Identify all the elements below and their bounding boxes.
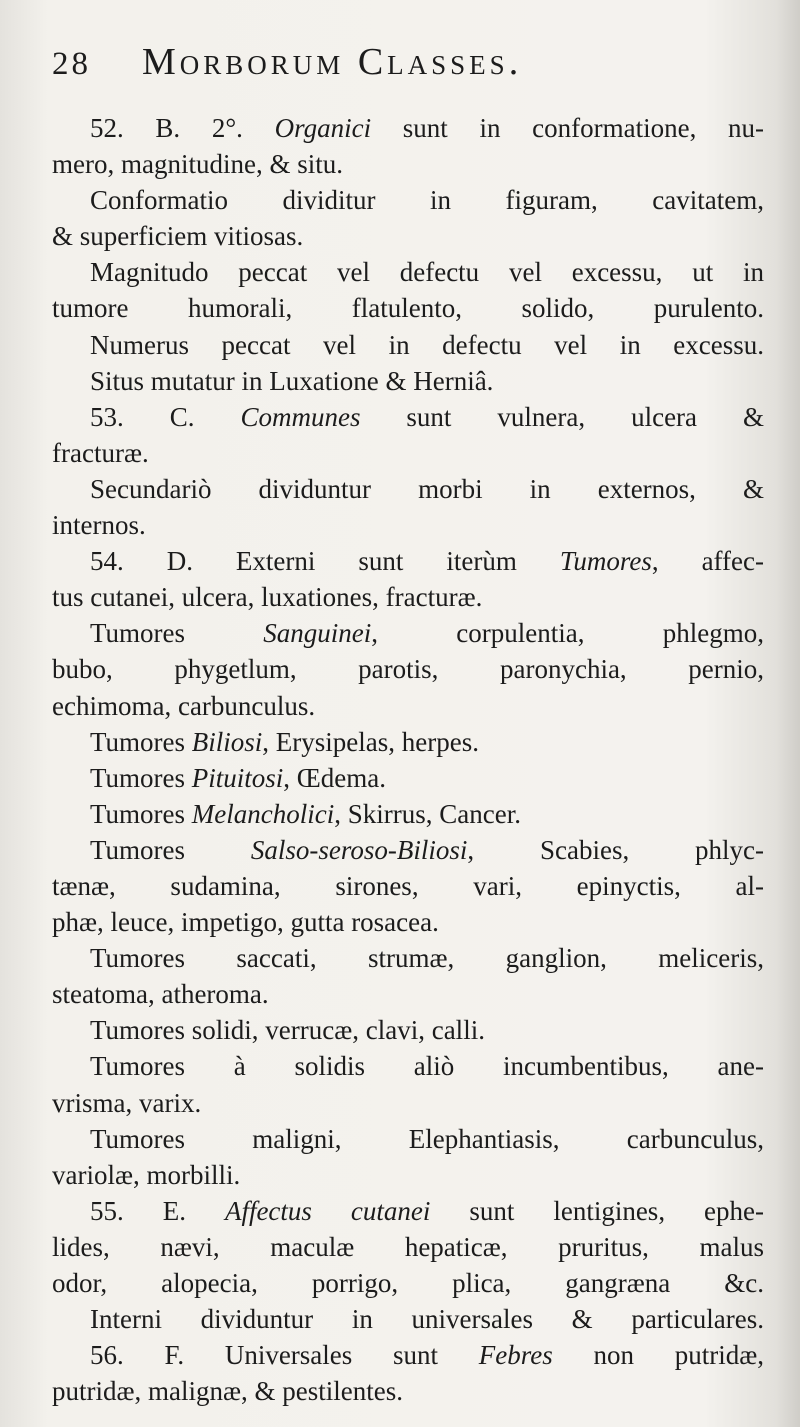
text-segment: Tumores solidi, verrucæ, clavi, calli. [90,1015,485,1046]
text-segment: , Œdema. [283,762,387,793]
text-segment: mero, magnitudine, & situ. [52,149,343,180]
text-line [52,615,764,651]
text-segment: lides, nævi, maculæ hepaticæ, pruritus, malus [52,1231,764,1262]
text-line [52,832,764,868]
text-line [52,1085,764,1121]
text-segment: bubo, phygetlum, parotis, paronychia, pernio, [52,654,764,685]
italic-term: Communes [240,401,361,432]
page-number: 28 [52,46,91,82]
italic-term: Tumores [559,546,652,577]
text-line [52,760,764,796]
text-segment: tænæ, sudamina, sirones, vari, epinyctis, al- [52,870,764,901]
text-line [52,1012,764,1048]
text-segment: odor, alopecia, porrigo, plica, gangræna &c. [52,1268,764,1298]
italic-term: Affectus cutanei [224,1195,431,1226]
text-segment: variolæ, morbilli. [52,1159,241,1190]
italic-term: Salso-seroso-Biliosi [250,834,468,865]
text-segment: vrisma, varix. [52,1087,202,1118]
text-line [52,146,764,182]
text-line [52,182,764,218]
text-segment: Tumores [90,762,192,793]
italic-term: Biliosi [191,726,263,757]
text-line [52,976,764,1012]
text-line [52,507,764,543]
running-title: Morborum Classes. [142,41,523,83]
text-segment: , Skirrus, Cancer. [334,798,521,829]
text-segment: phæ, leuce, impetigo, gutta rosacea. [52,907,439,938]
italic-term: Organici [274,113,372,143]
text-line [52,1337,764,1373]
text-line [52,471,764,507]
text-segment: , Scabies, phlyc- [467,834,764,865]
text-segment: , corpulentia, phlegmo, [371,618,764,649]
text-segment: 56. F. Universales sunt [90,1340,479,1371]
text-segment: steatoma, atheroma. [52,979,269,1010]
text-segment: Tumores à solidis aliò incumbentibus, ane- [90,1051,764,1082]
page-header [52,40,760,104]
text-line [52,435,764,471]
text-segment: Tumores saccati, strumæ, ganglion, meliceris, [90,943,764,974]
text-line [52,110,764,146]
italic-term: Sanguinei [263,618,372,649]
text-segment: Tumores maligni, Elephantiasis, carbunculus, [90,1123,764,1154]
italic-term: Febres [478,1340,553,1371]
text-line [52,651,764,687]
text-line [52,688,764,724]
text-segment: fracturæ. [52,437,149,468]
text-segment: , affec- [651,546,764,577]
text-line [52,1229,764,1265]
text-segment: Conformatio dividitur in figuram, cavitatem, [90,185,764,216]
text-segment: Magnitudo peccat vel defectu vel excessu, ut in [90,257,764,288]
text-line [52,1301,764,1337]
text-segment: putridæ, malignæ, & pestilentes. [52,1376,403,1407]
text-segment: sunt vulnera, ulcera & [360,401,764,432]
text-line [52,1048,764,1084]
text-segment: Tumores [90,726,192,757]
text-segment: echimoma, carbunculus. [52,690,316,721]
text-segment: tus cutanei, ulcera, luxationes, fracturæ. [52,582,483,613]
text-line [52,327,764,363]
text-line [52,254,764,290]
text-line [52,399,764,435]
text-segment: Tumores [90,798,192,829]
text-line [52,796,764,832]
italic-term: Pituitosi [191,762,284,793]
text-line [52,904,764,940]
text-segment: tumore humorali, flatulento, solido, purulento. [52,293,764,324]
italic-term: Melancholici [191,798,335,829]
body-text [52,110,764,1409]
text-segment: 53. C. [90,401,241,432]
text-line [52,1157,764,1193]
text-line [52,1373,764,1409]
text-segment: Numerus peccat vel in defectu vel in excessu. [90,329,764,360]
text-segment: Situs mutatur in Luxatione & Herniâ. [90,365,494,396]
text-segment: , Erysipelas, herpes. [262,726,479,757]
text-line [52,290,764,326]
text-line [52,724,764,760]
text-segment: internos. [52,510,146,541]
text-segment: 52. B. 2°. [90,113,275,143]
text-line [52,1265,764,1301]
text-segment: sunt lentigines, ephe- [430,1195,764,1226]
text-line [52,543,764,579]
text-segment: Tumores [90,618,264,649]
text-segment: Interni dividuntur in universales & particulares. [90,1304,764,1335]
text-line [52,579,764,615]
text-line [52,363,764,399]
text-line [52,1121,764,1157]
text-segment: 55. E. [90,1195,225,1226]
text-segment: Tumores [90,834,251,865]
text-segment: Secundariò dividuntur morbi in externos, & [90,473,764,504]
text-segment: 54. D. Externi sunt iterùm [90,546,560,577]
text-segment: non putridæ, [552,1340,764,1371]
text-line [52,868,764,904]
text-line [52,940,764,976]
text-line [52,218,764,254]
text-segment: & superficiem vitiosas. [52,221,304,252]
text-segment: sunt in conformatione, nu- [371,113,764,143]
text-line [52,1193,764,1229]
